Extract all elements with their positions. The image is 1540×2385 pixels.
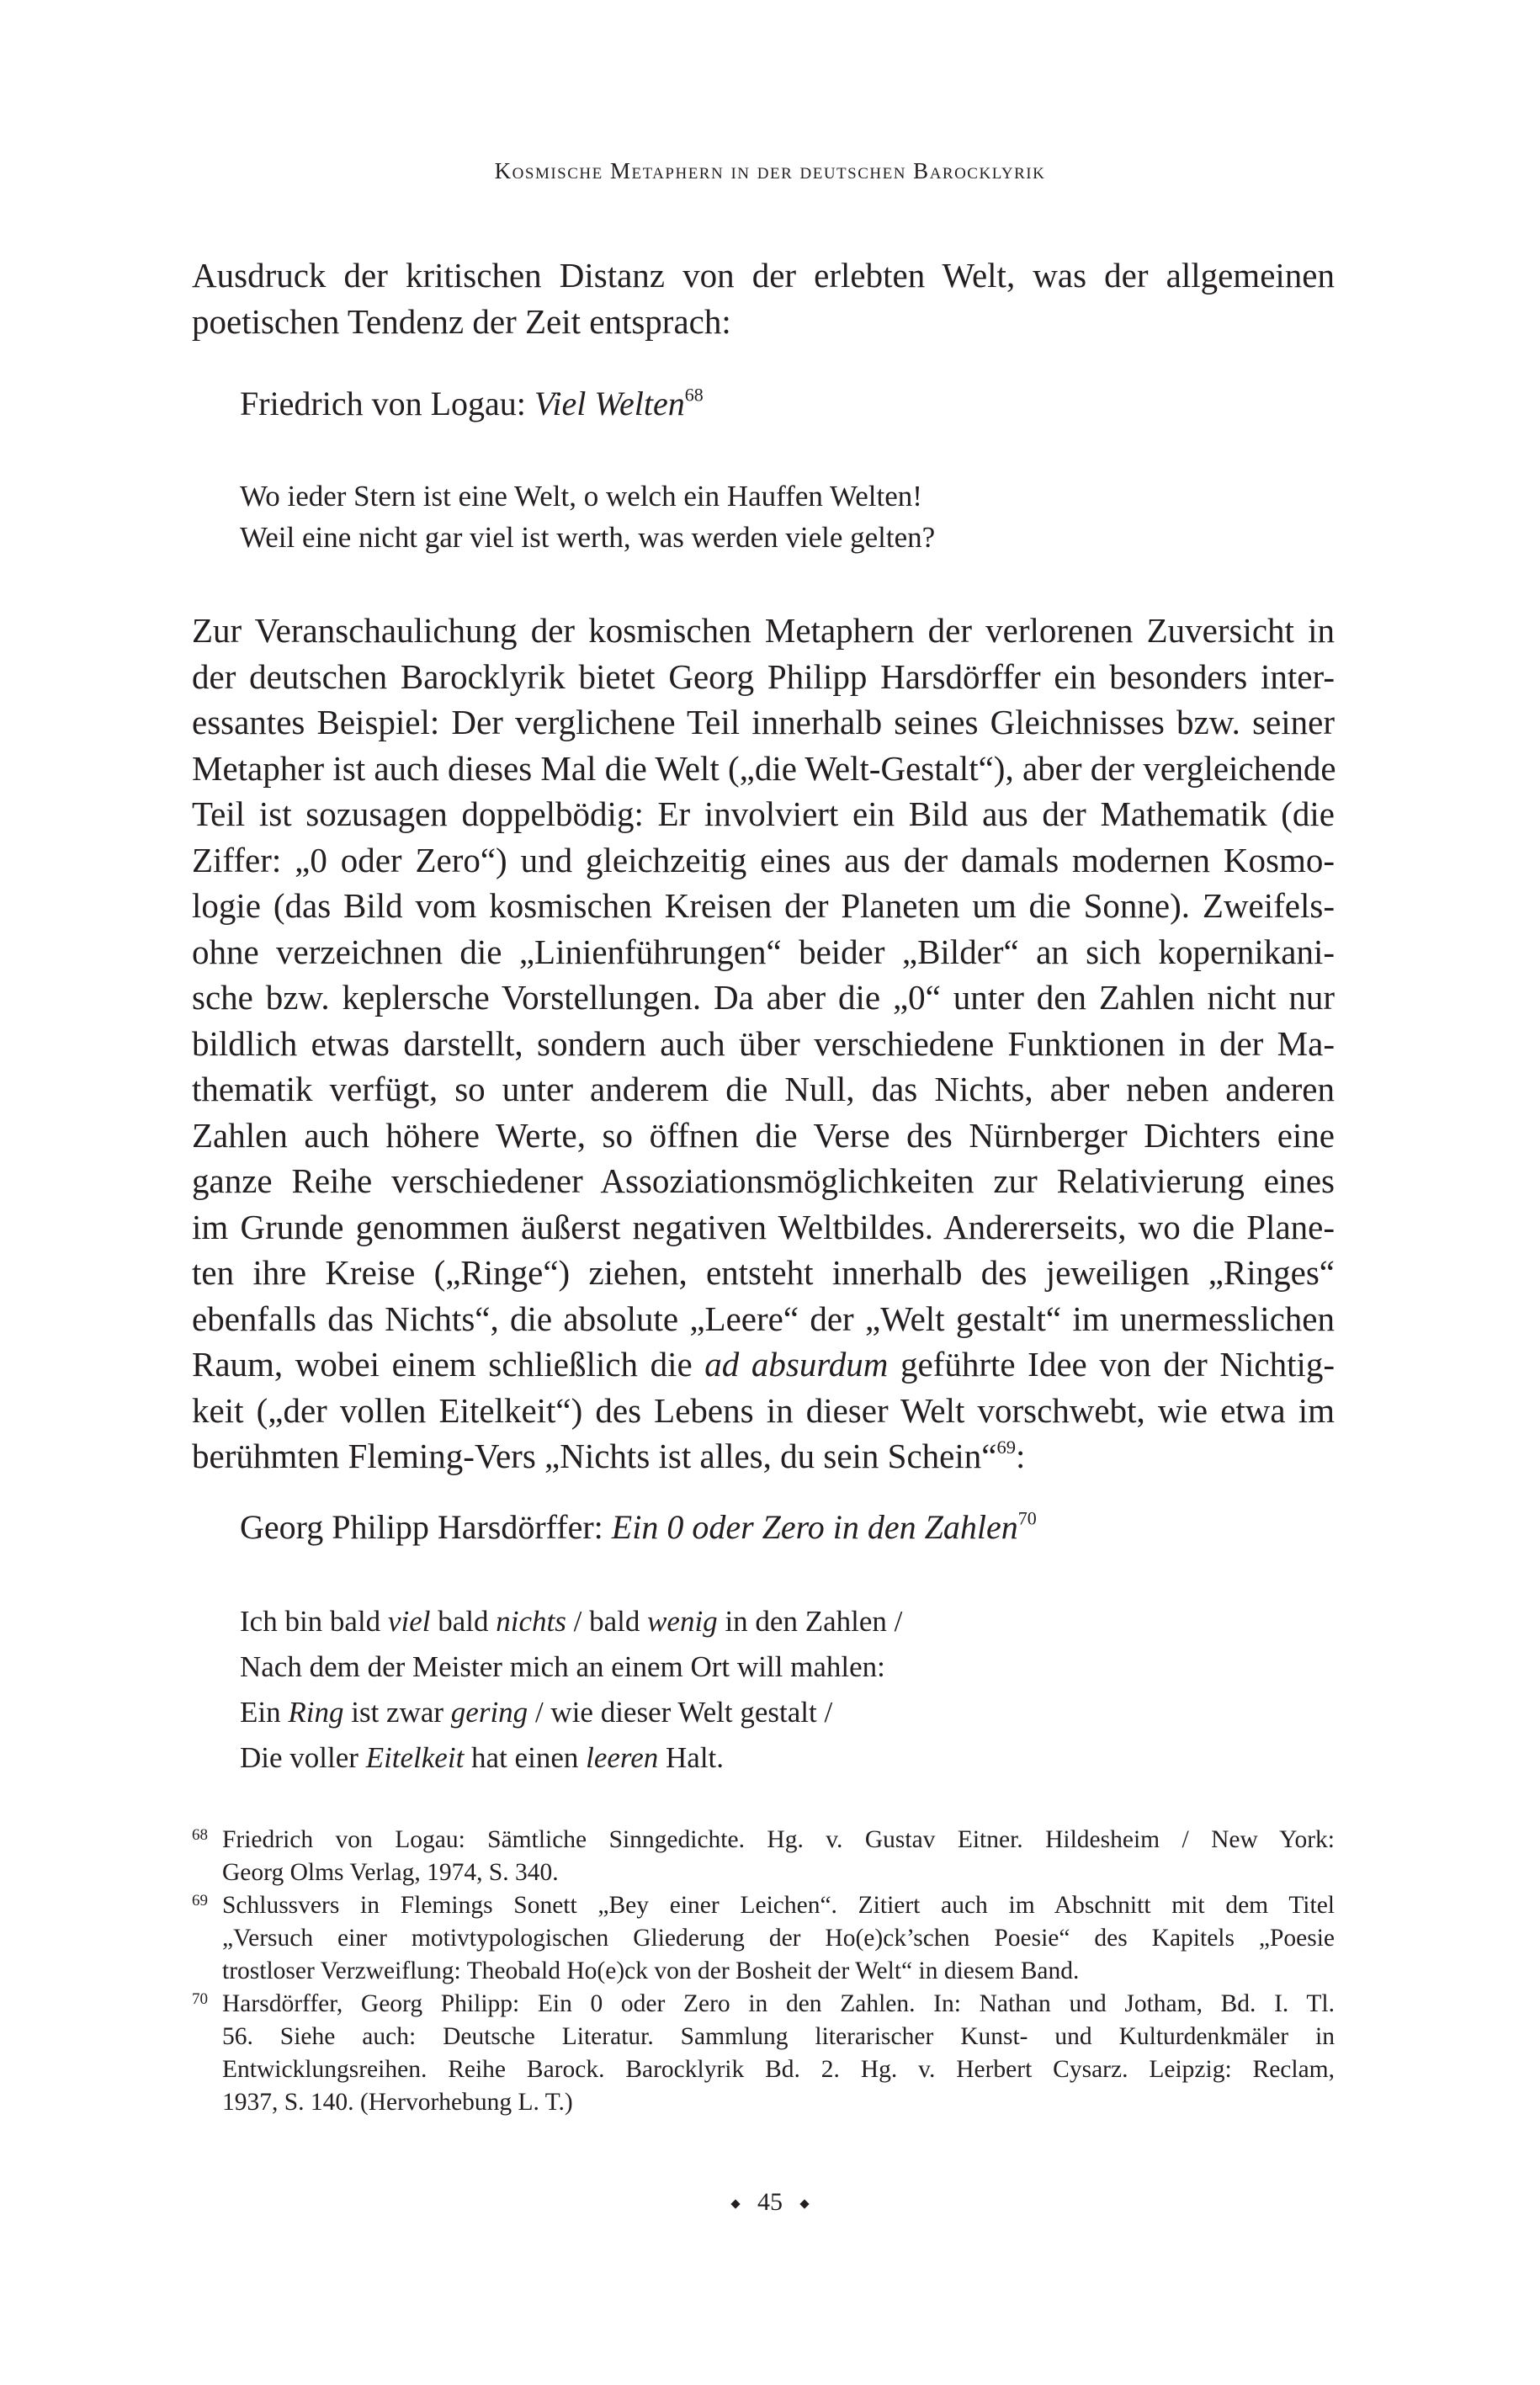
text-line: Teil ist sozusagen doppelbödig: Er involviert ein Bild aus der Mathematik (die xyxy=(192,794,1335,833)
text-line: Zur Veranschaulichung der kosmischen Metaphern der verlorenen Zuversicht in xyxy=(192,611,1335,650)
text-line: im Grunde genommen äußerst negativen Weltbildes. Andererseits, wo die Plane- xyxy=(192,1207,1335,1246)
text-line: ten ihre Kreise („Ringe“) ziehen, entsteht innerhalb des jeweiligen „Ringes“ xyxy=(192,1253,1335,1292)
poem-heading-harsdoerffer xyxy=(240,1506,1037,1548)
verse-line: Weil eine nicht gar viel ist werth, was werden viele gelten? xyxy=(240,521,936,554)
footnote-number: 69 xyxy=(192,1892,208,1910)
text-line: essantes Beispiel: Der verglichene Teil innerhalb seines Gleichnisses bzw. seiner xyxy=(192,703,1335,741)
footnote-ref: 68 xyxy=(684,384,704,406)
verse-line: Nach dem der Meister mich an einem Ort will mahlen: xyxy=(240,1650,885,1683)
poem-heading-logau xyxy=(240,383,704,425)
poem-logau xyxy=(240,475,935,558)
text-line: Ziffer: „0 oder Zero“) und gleichzeitig eines aus der damals modernen Kosmo- xyxy=(192,840,1335,879)
text-line: Raum, wobei einem schließlich die ad absurdum geführte Idee von der Nichtig- xyxy=(192,1345,1335,1384)
text-line: Metapher ist auch dieses Mal die Welt („die Welt-Gestalt“), aber der vergleichende xyxy=(192,748,1336,788)
footnote-69: 69 Schlussvers in Flemings Sonett „Bey einer Leichen“. Zitiert auch im Abschnitt mit dem Titel „Versuch einer motivtypologischen Gliederung der Ho(e)ck’schen Poesie“ des Kapitels „Poesie trostloser Verzweiflung: Theobald Ho(e)ck von der Bosheit der Welt“ in diesem Band. xyxy=(192,1889,1335,1988)
text-line: berühmten Fleming-Vers „Nichts ist alles, du sein Schein“$^{69}$: xyxy=(192,1437,1026,1475)
text-line: ganze Reihe verschiedener Assoziationsmöglichkeiten zur Relativierung eines xyxy=(192,1161,1335,1200)
poem-author: Georg Philipp Harsdörffer: xyxy=(240,1508,612,1546)
footnote-number: 70 xyxy=(192,1990,208,2008)
text-line: Ausdruck der kritischen Distanz von der erlebten Welt, was der allgemeinen xyxy=(192,256,1335,295)
page-number: 45 xyxy=(0,2188,1540,2217)
main-paragraph xyxy=(192,608,1335,1479)
poem-title: Viel Welten xyxy=(534,385,685,422)
verse-line: Wo ieder Stern ist eine Welt, o welch ein Hauffen Welten! xyxy=(240,480,922,513)
intro-paragraph xyxy=(192,252,1335,344)
verse-line: Ich bin bald viel bald nichts / bald wenig in den Zahlen / xyxy=(240,1605,903,1638)
text-line: poetischen Tendenz der Zeit entsprach: xyxy=(192,301,731,341)
footnote-ref: 70 xyxy=(1017,1507,1037,1529)
poem-harsdoerffer xyxy=(240,1599,902,1781)
footnote-number: 68 xyxy=(192,1826,208,1844)
diamond-ornament-icon xyxy=(799,2199,809,2208)
text-line: ohne verzeichnen die „Linienführungen“ beider „Bilder“ an sich kopernikani- xyxy=(192,932,1335,971)
text-line: sche bzw. keplersche Vorstellungen. Da aber die „0“ unter den Zahlen nicht nur xyxy=(192,978,1335,1017)
poem-title: Ein 0 oder Zero in den Zahlen xyxy=(611,1508,1018,1546)
text-line: Zahlen auch höhere Werte, so öffnen die Verse des Nürnberger Dichters eine xyxy=(192,1115,1335,1155)
text-line: thematik verfügt, so unter anderem die Null, das Nichts, aber neben anderen xyxy=(192,1070,1335,1108)
text-line: logie (das Bild vom kosmischen Kreisen der Planeten um die Sonne). Zweifels- xyxy=(192,886,1335,925)
footnote-70: 70 Harsdörffer, Georg Philipp: Ein 0 oder Zero in den Zahlen. In: Nathan und Jotham, Bd. I. Tl. 56. Siehe auch: Deutsche Literatur. Sammlung literarischer Kunst- und Kulturdenkmäler in Entwicklungsreihen. Reihe Barock. Barocklyrik Bd. 2. Hg. v. Herbert Cysarz. Leipzig: Reclam, 1937, S. 140. (Hervorhebung L. T.) xyxy=(192,1988,1335,2119)
text-line: bildlich etwas darstellt, sondern auch über verschiedene Funktionen in der Ma- xyxy=(192,1023,1335,1063)
verse-line: Ein Ring ist zwar gering / wie dieser Welt gestalt / xyxy=(240,1696,833,1729)
footnote-68: 68 Friedrich von Logau: Sämtliche Sinngedichte. Hg. v. Gustav Eitner. Hildesheim / New York: Georg Olms Verlag, 1974, S. 340. xyxy=(192,1824,1335,1889)
verse-line: Die voller Eitelkeit hat einen leeren Halt. xyxy=(240,1741,725,1774)
text-line: der deutschen Barocklyrik bietet Georg Philipp Harsdörffer ein besonders inter- xyxy=(192,656,1335,696)
footnote-ref: 69 xyxy=(996,1437,1017,1458)
text-line: keit („der vollen Eitelkeit“) des Lebens in dieser Welt vorschwebt, wie etwa im xyxy=(192,1390,1335,1430)
footnotes xyxy=(192,1824,1335,2119)
diamond-ornament-icon xyxy=(730,2199,740,2208)
poem-author: Friedrich von Logau: xyxy=(240,385,534,422)
text-line: ebenfalls das Nichts“, die absolute „Leere“ der „Welt gestalt“ im unermesslichen xyxy=(192,1299,1335,1338)
running-head: Kosmische Metaphern in der deutschen Barocklyrik xyxy=(494,158,1046,183)
